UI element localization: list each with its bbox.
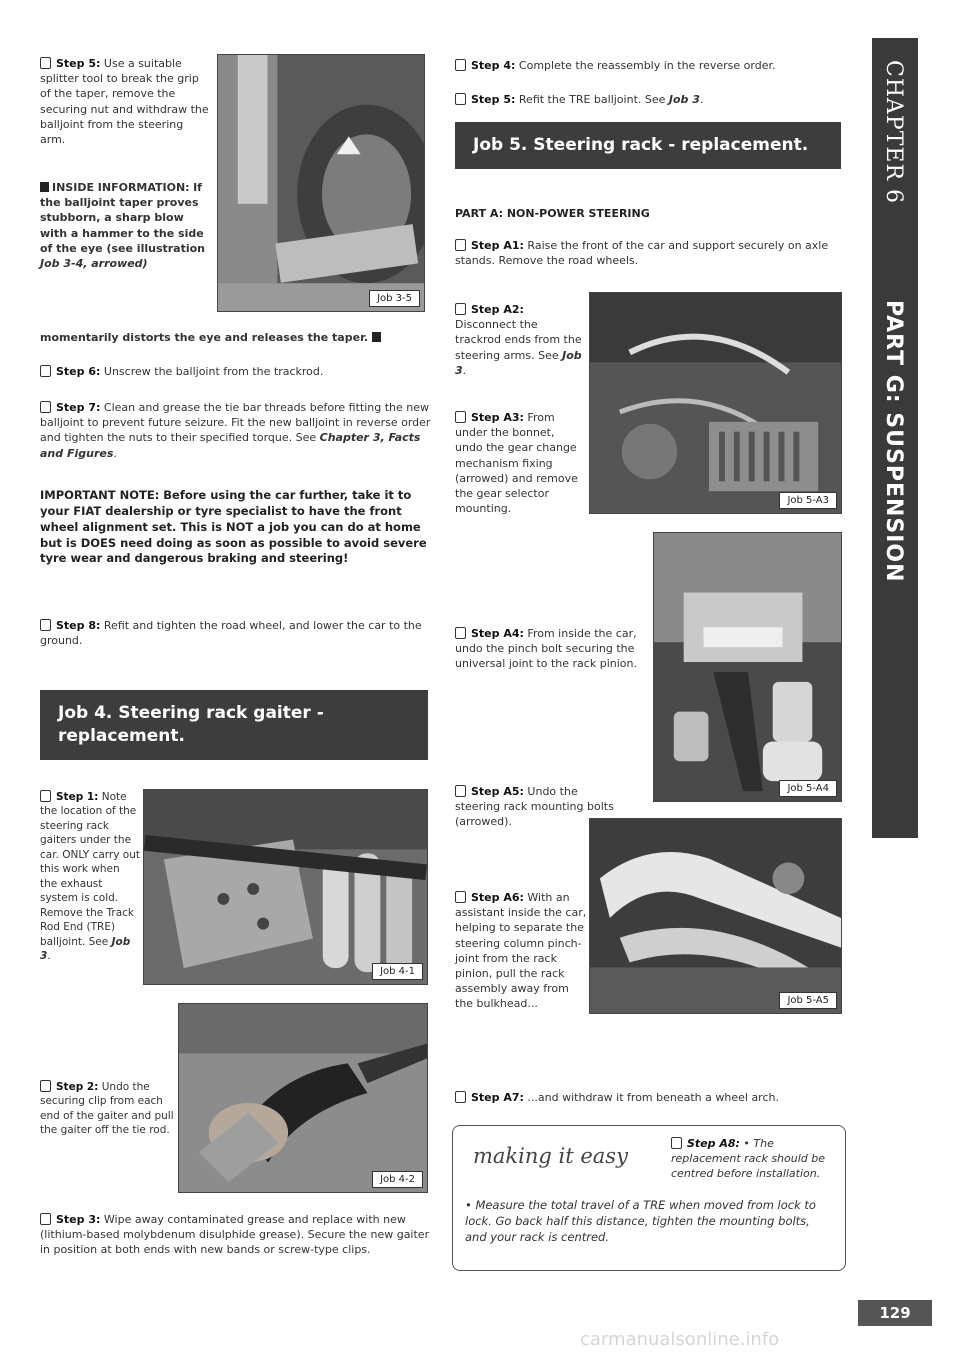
step-a7: Step A7: ...and withdraw it from beneath a wheel arch. (455, 1090, 850, 1105)
checkbox-icon[interactable] (455, 93, 466, 105)
job-5-heading: Job 5. Steering rack - replacement. (455, 122, 841, 169)
part-a-heading: PART A: NON-POWER STEERING (455, 207, 650, 220)
step-a3: Step A3: From under the bonnet, undo the gear change mechanism fixing (arrowed) and remove the gear selector mounting. (455, 411, 578, 516)
step-a2: Step A2: Disconnect the trackrod ends from the steering arms. See Job 3. (455, 303, 582, 377)
checkbox-icon[interactable] (455, 891, 466, 903)
step-5-left: Step 5: Use a suitable splitter tool to break the grip of the taper, remove the securing nut and withdraw the balljoint from the steering arm. (40, 57, 209, 146)
checkbox-icon[interactable] (40, 1213, 51, 1225)
photo-caption: Job 5-A5 (779, 992, 837, 1009)
step-8-left: Step 8: Refit and tighten the road wheel, and lower the car to the ground. (40, 619, 422, 648)
photo-job-5-a5 (589, 818, 842, 1014)
inside-information: INSIDE INFORMATION: If the balljoint taper proves stubborn, a sharp blow with a hammer to the side of the eye (see illustration Job 3-4, arrowed) (40, 181, 206, 270)
making-it-easy-logo: making it easy (473, 1144, 628, 1168)
watermark: carmanualsonline.info (580, 1329, 780, 1350)
checkbox-icon[interactable] (455, 627, 466, 639)
step-a4: Step A4: From inside the car, undo the pinch bolt securing the universal joint to the rack pinion. (455, 627, 637, 671)
step-a1: Step A1: Raise the front of the car and support securely on axle stands. Remove the road wheels. (455, 239, 829, 268)
checkbox-icon[interactable] (40, 365, 51, 377)
photo-caption: Job 5-A4 (779, 780, 837, 797)
checkbox-icon[interactable] (40, 401, 51, 413)
step-a6: Step A6: With an assistant inside the car, helping to separate the steering column pinch-joint from the rack pinion, pull the rack assembly away from the bulkhead... (455, 891, 587, 1011)
photo-job-4-1 (143, 789, 428, 985)
making-it-easy-box (452, 1125, 846, 1271)
checkbox-icon[interactable] (455, 239, 466, 251)
inside-information-cont: momentarily distorts the eye and releases the taper. (40, 330, 430, 345)
step-6-left: Step 6: Unscrew the balljoint from the trackrod. (40, 364, 430, 379)
photo-caption: Job 5-A3 (779, 492, 837, 509)
checkbox-icon[interactable] (40, 1080, 51, 1092)
chapter-label: CHAPTER 6 (881, 60, 906, 204)
photo-job-5-a4 (653, 532, 842, 802)
checkbox-icon[interactable] (455, 785, 466, 797)
photo-job-5-a3 (589, 292, 842, 514)
checkbox-icon[interactable] (455, 303, 466, 315)
part-label: PART G: SUSPENSION (881, 300, 906, 583)
page-number: 129 (858, 1300, 932, 1326)
tip-text: • Measure the total travel of a TRE when moved from lock to lock. Go back half this distance, tighten the mounting bolts, and your rack is centred. (465, 1198, 816, 1244)
job4-step-3: Step 3: Wipe away contaminated grease and replace with new (lithium-based molybdenum disulphide grease). Secure the new gaiter in position at both ends with new bands or screw-type clips. (40, 1213, 430, 1257)
info-square-icon (372, 332, 381, 342)
photo-caption: Job 4-1 (372, 963, 423, 980)
checkbox-icon[interactable] (40, 57, 51, 69)
job-4-heading: Job 4. Steering rack gaiter - replacement. (40, 690, 428, 760)
photo-caption: Job 4-2 (372, 1171, 423, 1188)
checkbox-icon[interactable] (455, 411, 466, 423)
checkbox-icon[interactable] (455, 59, 466, 71)
checkbox-icon[interactable] (40, 619, 51, 631)
step-a8: Step A8: • The replacement rack should be centred before installation. (671, 1137, 826, 1181)
job4-step-2: Step 2: Undo the securing clip from each end of the gaiter and pull the gaiter off the tie rod. (40, 1081, 174, 1137)
step-a5: Step A5: Undo the steering rack mounting bolts (arrowed). (455, 785, 614, 829)
step-5-right: Step 5: Refit the TRE balljoint. See Job 3. (455, 92, 850, 107)
chapter-sidebar (872, 38, 918, 838)
checkbox-icon[interactable] (40, 790, 51, 802)
photo-job-4-2 (178, 1003, 428, 1193)
important-note: IMPORTANT NOTE: Before using the car further, take it to your FIAT dealership or tyre specialist to have the front wheel alignment set. This is NOT a job you can do at home but is DOES need doing as soon as possible to avoid severe tyre wear and dangerous braking and steering! (40, 488, 427, 566)
photo-job-3-5 (217, 54, 425, 312)
job4-step-1: Step 1: Note the location of the steering rack gaiters under the car. ONLY carry out this work when the exhaust system is cold. Remove the Track Rod End (TRE) balljoint. See Job 3. (40, 791, 140, 963)
checkbox-icon[interactable] (455, 1091, 466, 1103)
photo-caption: Job 3-5 (369, 290, 420, 307)
info-square-icon (40, 182, 49, 192)
checkbox-icon[interactable] (671, 1137, 682, 1149)
step-7-left: Step 7: Clean and grease the tie bar threads before fitting the new balljoint to prevent future seizure. Fit the new balljoint in reverse order and tighten the nuts to their specified torque. See Chapter 3, Facts and Figures. (40, 401, 431, 460)
step-4-right: Step 4: Complete the reassembly in the reverse order. (455, 58, 850, 73)
